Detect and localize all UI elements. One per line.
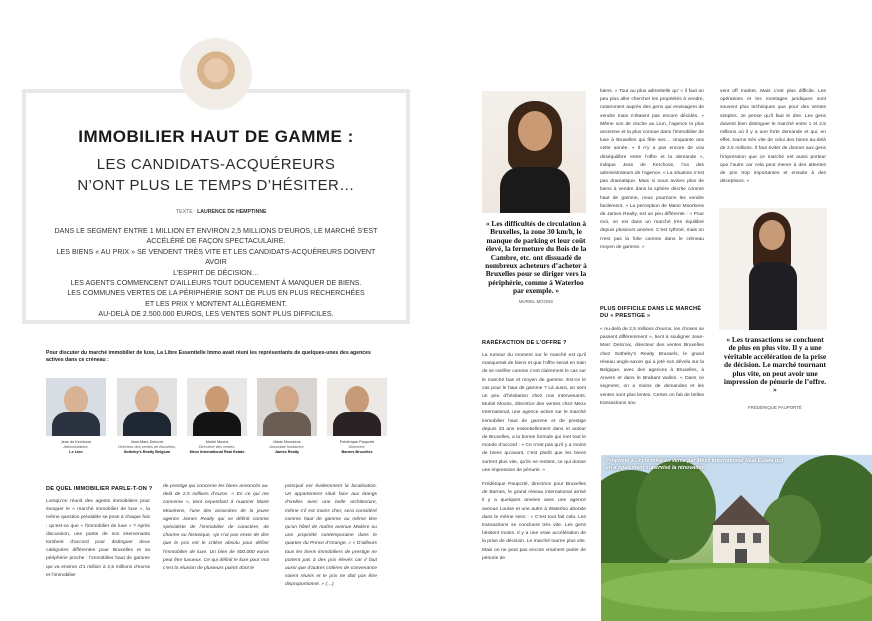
intro-line: LES AGENTS COMMENCENT D’AILLEURS TOUT DOUCEMENT À MANQUER DE BIENS.: [70, 279, 362, 288]
intro-line: ACCÉLÉRÉ DE FAÇON SPECTACULAIRE.: [146, 237, 286, 246]
section-heading-3: [600, 306, 701, 320]
section-heading-1: DE QUEL IMMOBILIER PARLE-T-ON ?: [46, 486, 153, 492]
article-column-4-para2: Frédérique Paupcrté, directrice pour Bruxelles de Barnes, le grand réseau international arrivé il y a quelques années avec une agence avenue Louise et une autre à Waterloo abonde dans le même sens : « C’est tout fait cela. Les transactions se concluent très vite. Les gens hésitent moins. Il y a une vraie accélération de la prise de décision. Le marché tourne plus vite. Mais on ne peut pas encore vraiment parler de pénurie de: [482, 482, 586, 561]
intro-line: ET LES PRIX Y MONTENT ALLÈGREMENT.: [145, 299, 287, 308]
panel-name: Frédérique Paupcrté: [339, 440, 375, 444]
panel-role: Directeur des ventes de Bruxelles,: [118, 445, 176, 449]
panel-name: Jean de Kerchove: [60, 440, 92, 444]
pull-quote-1-author: MURIEL MOONS: [518, 299, 554, 304]
panel-company: Mexx International Real Estate: [189, 450, 245, 454]
panel-photo-1: [46, 378, 106, 436]
lead-text: Pour discuter du marché immobilier de luxe, La Libre Essentielle Immo avait réuni les représentants de quelques-unes des agences actives dans ce créneau :: [46, 350, 371, 363]
pull-quote-1: « Les difficultés de circulation à Bruxelles, la zone 30 km/h, le manque de parking et leur coût élevé, la fermeture du Bois de la Cambre, etc. ont dissuadé de nombreux acheteurs d’acheter à Bruxelles pour se diriger vers la périphérie, comme à Waterloo par exemple. »: [485, 219, 587, 296]
article-column-4: [482, 352, 586, 563]
article-subtitle-line1: LES CANDIDATS-ACQUÉREURS: [96, 156, 336, 173]
panel-photo-3: [187, 378, 247, 436]
article-column-4-para1: La rumeur du moment sur le marché est qu’il manquerait de biens et que l’offre serait en train de se raréfier comme c’est clairement le cas sur le marché bas et moyen de gamme. Est-ce le cas pour le haut de gamme ? Là aussi, un sent un peu d’hésitation chez nos intervenants. Muriel Moons, directrice des ventes chez Mexx International, une agence active sur le marché immobilier haut de gamme et de prestige depuis 33 ans essentiellement dans et autour de Bruxelles, a la bonne formule qui met tout le monde d’accord : « Ce n’est pas qu’il y a moins de biens qu’avant, c’est plutôt que les biens sortent plus vite, qu’ils ne restent, ce qui donne une impression de pénurie. »: [482, 353, 586, 473]
panel-name: Marie Moorkens: [273, 440, 301, 444]
panel-photo-4: [257, 378, 317, 436]
panel-caption-5: [322, 440, 392, 455]
intro-text: [52, 226, 380, 320]
estate-illustration: [601, 455, 872, 621]
panel-caption-2: [112, 440, 182, 455]
photo-muriel-moons: [482, 91, 586, 213]
byline: [176, 209, 267, 215]
panel-name: Jean-Marc Delcroix: [130, 440, 164, 444]
article-title: IMMOBILIER HAUT DE GAMME :: [78, 127, 354, 146]
article-column-2: [163, 483, 269, 573]
pull-quote-2: « Les transactions se concluent de plus en plus vite. Il y a une véritable accélération de la prise de décision. Le marché tournant plus vite, on peut avoir une impression de pénurie de l’offre. »: [723, 335, 827, 395]
panel-company: Sotheby’s Realty Belgium: [123, 450, 171, 454]
article-column-5b: « Au-delà de 2,5 millions d’euros, les choses se passent différemment », tient à souligner Jean-Marc Delcroix, directeur des ventes Bruxelles chez Sotheby’s Realty Brussels, le grand réseau anglo-saxon qui a jeté son dévolu sur la Belgique, avec des agences à Bruxelles, à Anvers et dans le Brabant wallon. « Dans ce segment, on a moins de demandes et les ventes sont plus lentes. Certes on fait de belles transactions sou: [600, 327, 704, 406]
panel-caption-1: [41, 440, 111, 455]
intro-line: L’ESPRIT DE DÉCISION…: [173, 268, 259, 277]
panel-company: Barnes Bruxelles: [341, 450, 373, 454]
intro-line: LES BIENS « AU PRIX » SE VENDENT TRÈS VITE ET LES CANDIDATS-ACQUÉREURS DOIVENT AVOIR: [56, 247, 376, 267]
pull-quote-2-author: FRÉDÉRIQUE PAUPORTÉ: [748, 405, 802, 410]
panel-company: James Realty: [274, 450, 300, 454]
panel-role: Associate fondatrice,: [269, 445, 305, 449]
intro-line: DANS LE SEGMENT ENTRE 1 MILLION ET ENVIRON 2,5 MILLIONS D’EUROS, LE MARCHÉ S’EST: [54, 227, 378, 235]
section-heading-2: RARÉFACTION DE L’OFFRE ?: [482, 340, 567, 346]
section-heading-3-line1: PLUS DIFFICILE DANS LE MARCHÉ: [600, 306, 702, 312]
author-portrait: [180, 38, 252, 110]
photo-frederique-pauporte: [719, 208, 827, 330]
panel-role: Directrice des ventes,: [198, 445, 236, 449]
panel-company: Le Lion: [69, 450, 83, 454]
article-column-2-end: c’est la réunion de plusieurs points dont le: [163, 566, 255, 572]
panel-caption-4: [252, 440, 322, 455]
article-column-2-text: de prestige qui concerne les biens annoncés au-delà de 2,5 millions d’euros. « En ce qui me concerne », tient cependant à nuancer Marie Moorkens, l’une des associées de la jeune agence James Realty qui se définit comme spécialiste de l’immobilier de caractère, de charme ou historique, »je n’ai pas envie de dire que le prix est le critère absolu pour définir l’immobilier de luxe. Un bien de 500.000 euros peut être luxueux. Ce qui définit le luxe pour moi: [163, 484, 269, 563]
panel-photo-5: [327, 378, 387, 436]
byline-author: LAURENCE DE HEMPTINNE: [197, 209, 267, 215]
panel-role: Administrateur,: [63, 445, 89, 449]
intro-line: LES COMMUNES VERTES DE LA PÉRIPHÉRIE SONT DE PLUS EN PLUS RECHERCHÉES: [67, 289, 365, 298]
panel-caption-3: [182, 440, 252, 455]
article-column-1: Lorsqu’on réunit des agents immobiliers pour évoquer le « marché immobilier de luxe », la même question préalable se pose à chaque fois : qu’est-ce que « l’immobilier de luxe » ? Après discussion, une partie de nos intervenants tombent d’accord pour distinguer deux catégories différentes pour Bruxelles et sa périphérie proche : l’immobilier haut de gamme qui va environ d’1 million à 2,5 millions d’euros et l’immobilier: [46, 499, 150, 578]
panel-photo-2: [117, 378, 177, 436]
article-column-3: principal est évidemment la localisation. Un appartement situé face aux étangs d’Ixelles avec une belle architecture, même s’il est moins cher, sera considéré comme haut de gamme au même titre qu’un hôtel de maître avenue Molière ou une propriété contemporaine dans le quartier du Prince d’Orange. » « D’ailleurs tous les biens immobiliers de prestige ne portent pas à des prix élevés car il faut aussi que d’autres critères de convenance soient réunis et le prix ne doit pas être disproportionné. » (…): [285, 484, 377, 588]
panel-role: Directrice,: [348, 445, 366, 449]
article-subtitle-line2: N’ONT PLUS LE TEMPS D’HÉSITER…: [77, 177, 355, 194]
panel-name: Muriel Moons: [205, 440, 229, 444]
byline-label: TEXTE :: [176, 209, 196, 215]
title-box: [22, 89, 410, 324]
estate-caption: Propriété à Uccle mise en vente par Mexx International Real Estate qui en a également supervisé la rénovation: [606, 458, 783, 471]
estate-photo: [601, 455, 872, 621]
intro-line: AU-DELÀ DE 2.500.000 EUROS, LES VENTES SONT PLUS DIFFICILES.: [98, 310, 334, 319]
article-column-5: biens. » Tout au plus admettelle qu’ « il faut un peu plus aller chercher les propriétés à vendre, notamment auprès des gens qui envisagent de vendre mais n’étaient pas encore décidés. » Même son de cloche au Lion, l’agence la plus ancienne et la plus connue dans l’immobilier de luxe à Bruxelles qui fête ses… cinquante ans cette année. « Il n’y a pas encore de vrai déséquilibre entre l’offre et la demande », indique Jean de Kerchove, l’un des administrateurs de l’agence. « La situation n’est pas dramatique. Mais si nous avions plus de biens à vendre dans la sphère décrite comme haut de gamme, nous pourrions les vendre facilement. » La perception de Marie Moorkens de James Realty, est un peu différente : « Pour moi, on est dans un marché très équilibré depuis plusieurs années. C’est rythmé, mais on n’est pas la folie comme dans le créneau moyen de gamme. »: [600, 89, 704, 250]
article-column-6: vent off market. Mais c’est plus difficile. Les opérations et les montages juridiques sont souvent plus techniques que pour des ventes simples. Je pense qu’il faut le dire. Les gens doivent bien distinguer le marché entre 1 et 2,5 millions où il y a une forte demande et qui, en effet, tourne très vite de celui des biens au-delà de 2,5 millions. Il faut éviter de donner aux gens l’impression que ce marché est aussi porteur que l’autre car cela peut mener à des attentes de prix trop importantes et ensuite à des déceptions. »: [720, 89, 826, 185]
section-heading-3-line2: DU « PRESTIGE »: [600, 313, 651, 319]
